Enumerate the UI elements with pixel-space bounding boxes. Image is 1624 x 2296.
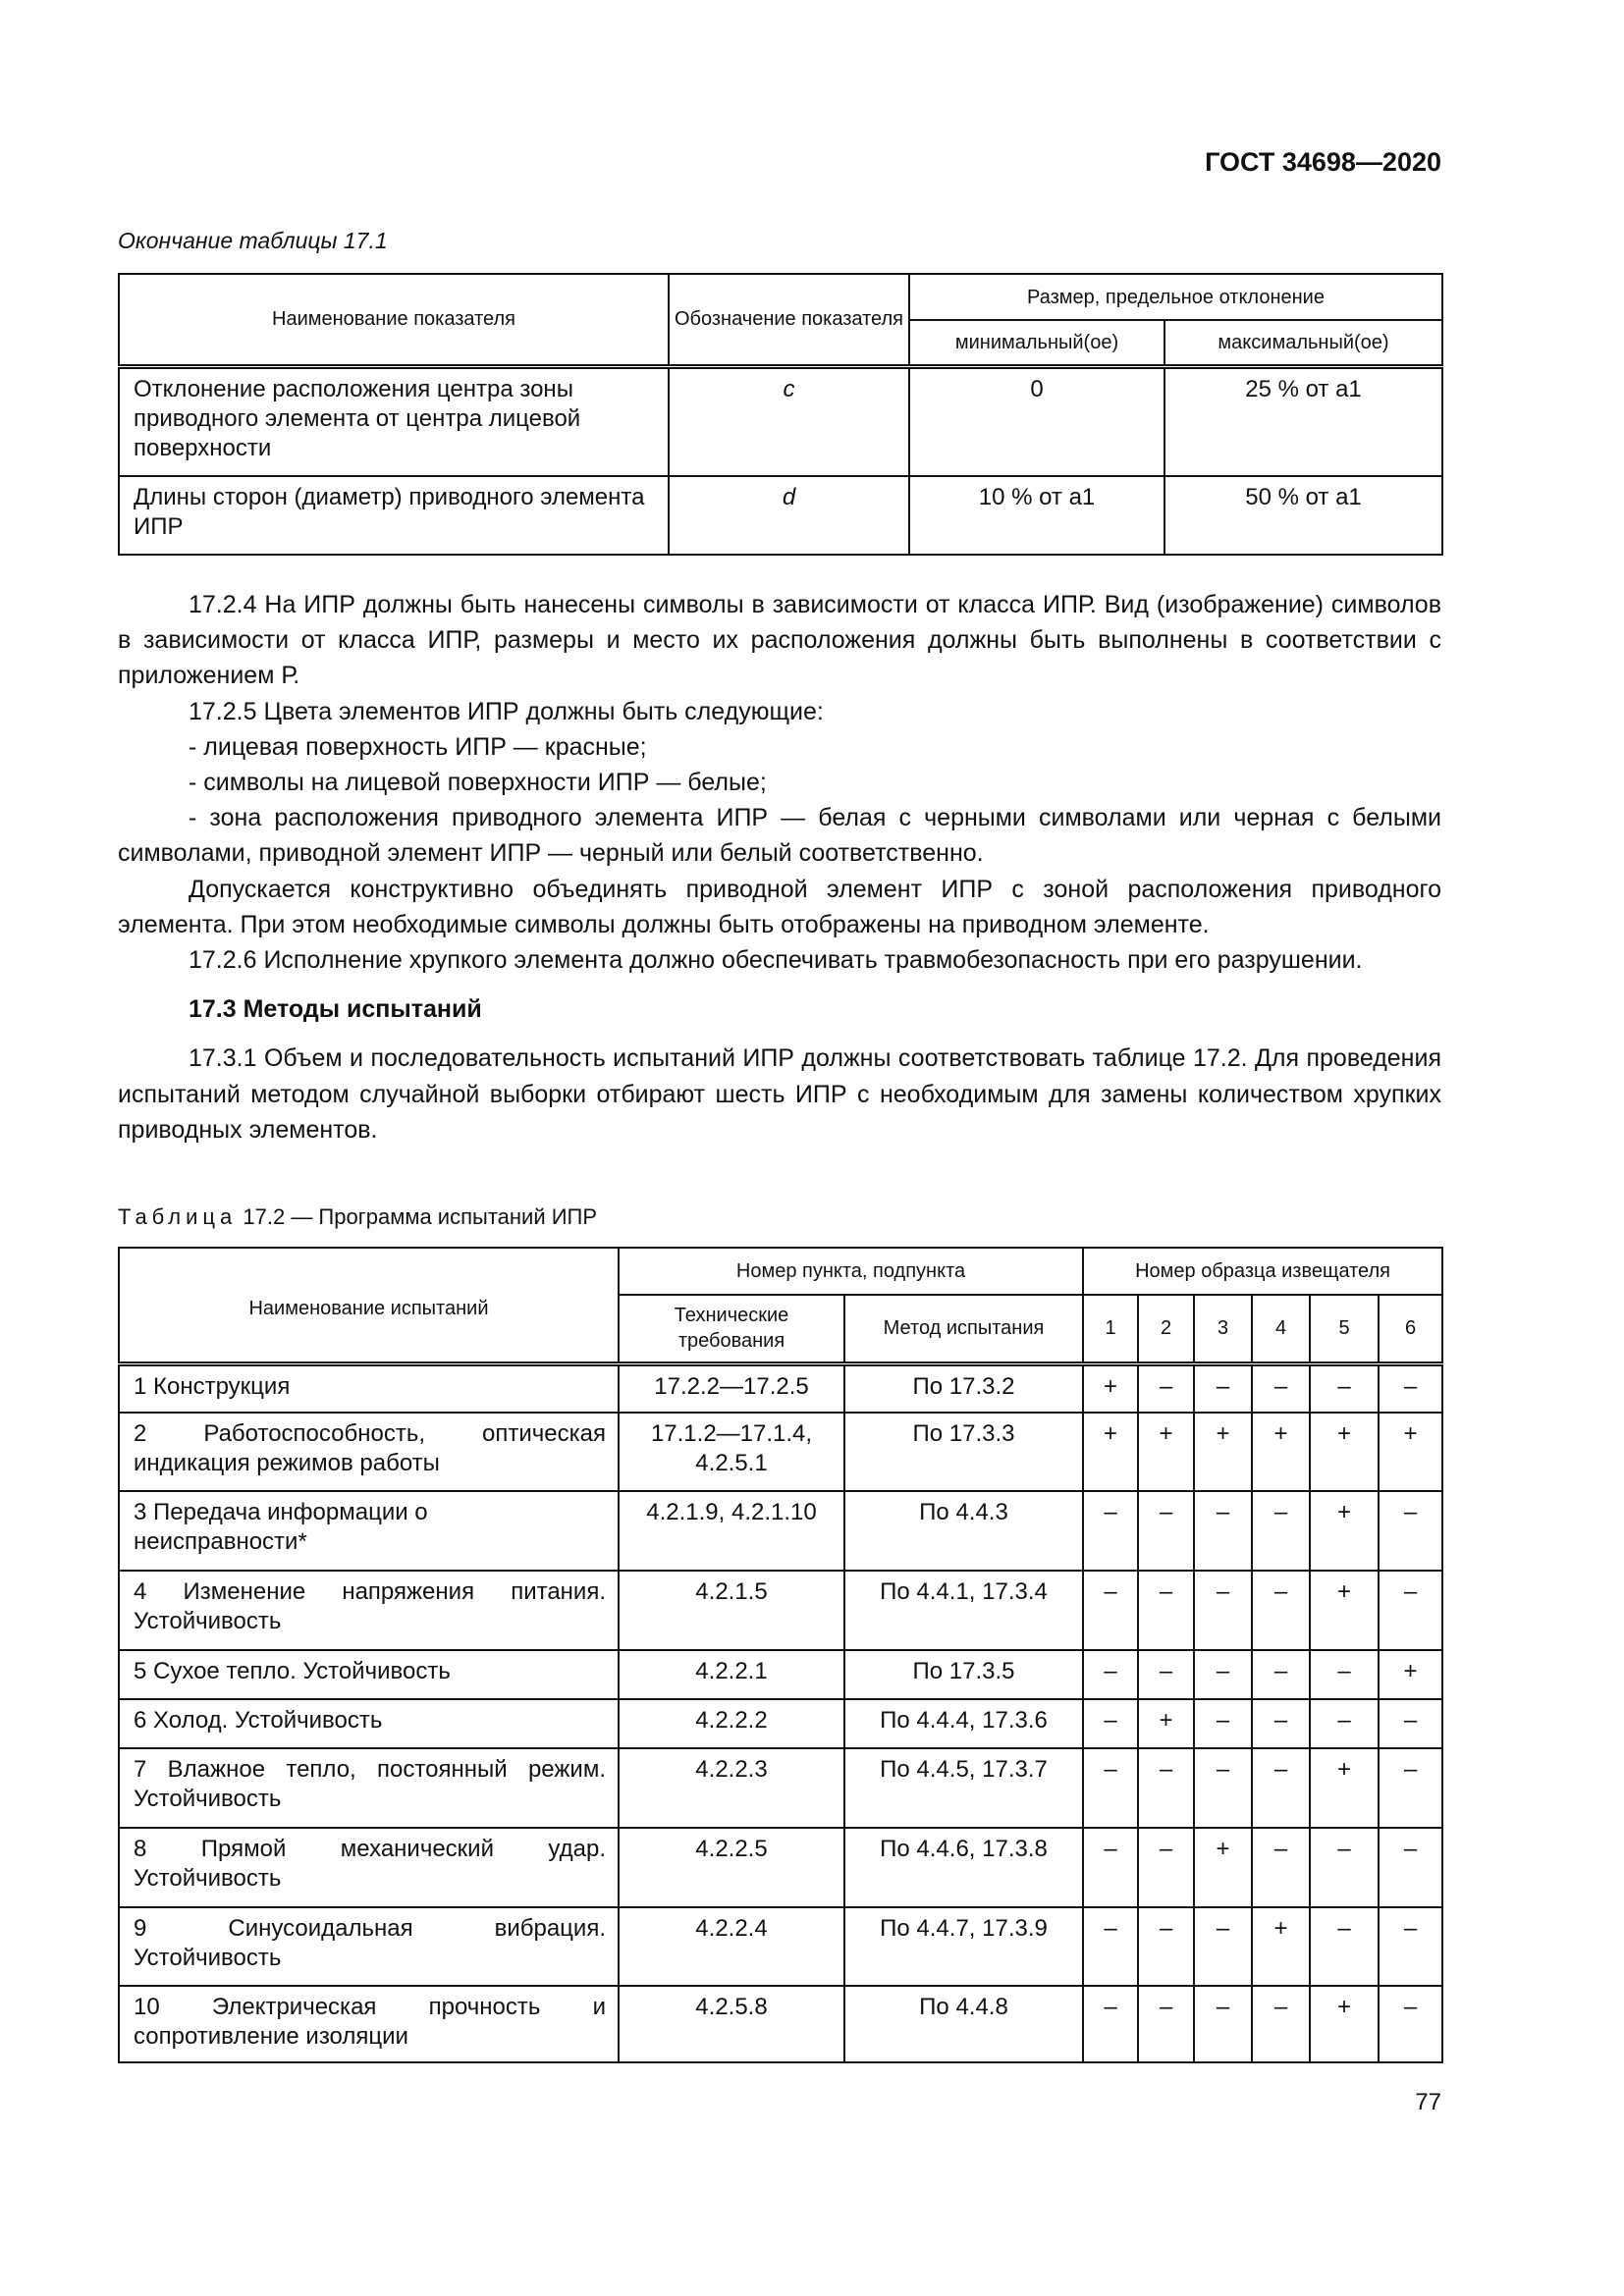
cell-test-name: 10 Электрическая прочность и сопротивление изоляции — [119, 1986, 619, 2062]
cell-method: По 4.4.1, 17.3.4 — [844, 1571, 1083, 1650]
cell-name: Отклонение расположения центра зоны приводного элемента от центра лицевой поверхности — [119, 366, 669, 476]
cell-sample-mark: + — [1083, 1413, 1138, 1491]
cell-method: По 17.3.5 — [844, 1650, 1083, 1699]
cell-sample-mark: – — [1083, 1699, 1138, 1748]
cell-sample-mark: + — [1310, 1748, 1379, 1828]
cell-sample-mark: – — [1138, 1491, 1194, 1571]
cell-sample-mark: + — [1310, 1413, 1379, 1491]
cell-method: По 4.4.8 — [844, 1986, 1083, 2062]
cell-requirements: 17.1.2—17.1.4, 4.2.5.1 — [619, 1413, 844, 1491]
paragraph-17-3-1: 17.3.1 Объем и последовательность испытаний ИПР должны соответствовать таблице 17.2. Для проведения испытаний методом случайной выборки отбирают шесть ИПР с необходимым для замены количеством хрупких приводных элементов. — [118, 1044, 1441, 1144]
cell-test-name: 3 Передача информации о неисправности* — [119, 1491, 619, 1571]
list-item: - зона расположения приводного элемента ИПР — белая с черными символами или черная с белыми символами, приводной элемент ИПР — черный или белый соответственно. — [118, 804, 1441, 868]
cell-sample-mark: – — [1138, 1986, 1194, 2062]
cell-sample-mark: – — [1310, 1828, 1379, 1907]
cell-max: 50 % от a1 — [1164, 476, 1442, 555]
header-sample-1: 1 — [1083, 1295, 1138, 1363]
cell-test-name: 1 Конструкция — [119, 1363, 619, 1413]
header-sample-5: 5 — [1310, 1295, 1379, 1363]
cell-sample-mark: – — [1310, 1363, 1379, 1413]
cell-sample-mark: + — [1379, 1413, 1442, 1491]
cell-requirements: 4.2.2.3 — [619, 1748, 844, 1828]
cell-max: 25 % от a1 — [1164, 366, 1442, 476]
cell-sample-mark: + — [1310, 1491, 1379, 1571]
cell-method: По 4.4.5, 17.3.7 — [844, 1748, 1083, 1828]
cell-test-name: 4 Изменение напряжения питания. Устойчивость — [119, 1571, 619, 1650]
cell-sample-mark: – — [1138, 1907, 1194, 1986]
cell-sample-mark: – — [1379, 1748, 1442, 1828]
cell-sample-mark: – — [1252, 1748, 1310, 1828]
cell-sample-mark: – — [1083, 1986, 1138, 2062]
header-min: минимальный(ое) — [909, 320, 1164, 366]
paragraph-17-2-4: 17.2.4 На ИПР должны быть нанесены символы в зависимости от класса ИПР. Вид (изображение) символов в зависимости от класса ИПР, размеры и место их расположения должны быть выполнены в соответствии с приложением Р. — [118, 591, 1441, 690]
table-row — [119, 1650, 1442, 1699]
cell-designation: c — [669, 366, 909, 476]
header-clause: Номер пункта, подпункта — [619, 1248, 1083, 1295]
table-continuation-caption: Окончание таблицы 17.1 — [118, 228, 388, 253]
header-sample-3: 3 — [1194, 1295, 1252, 1363]
page-number: 77 — [1415, 2089, 1441, 2115]
section-heading: 17.3 Методы испытаний — [189, 995, 482, 1024]
cell-sample-mark: + — [1194, 1413, 1252, 1491]
cell-sample-mark: – — [1194, 1907, 1252, 1986]
cell-sample-mark: + — [1083, 1363, 1138, 1413]
header-size: Размер, предельное отклонение — [909, 274, 1442, 320]
cell-test-name: 5 Сухое тепло. Устойчивость — [119, 1650, 619, 1699]
table-row — [119, 1363, 1442, 1413]
cell-sample-mark: + — [1194, 1828, 1252, 1907]
cell-sample-mark: + — [1310, 1571, 1379, 1650]
cell-sample-mark: + — [1252, 1907, 1310, 1986]
table-row — [119, 1748, 1442, 1828]
cell-method: По 17.3.3 — [844, 1413, 1083, 1491]
cell-sample-mark: – — [1252, 1699, 1310, 1748]
caption-word: Таблица — [118, 1204, 238, 1229]
paragraph: Допускается конструктивно объединять приводной элемент ИПР с зоной расположения приводного элемента. При этом необходимые символы должны быть отображены на приводном элементе. — [118, 875, 1441, 938]
list-item: - лицевая поверхность ИПР — красные; — [189, 732, 647, 761]
table-row — [119, 1986, 1442, 2062]
cell-sample-mark: – — [1310, 1907, 1379, 1986]
cell-sample-mark: – — [1083, 1907, 1138, 1986]
cell-sample-mark: – — [1252, 1363, 1310, 1413]
cell-sample-mark: – — [1138, 1571, 1194, 1650]
cell-name: Длины сторон (диаметр) приводного элемента ИПР — [119, 476, 669, 555]
cell-sample-mark: – — [1252, 1650, 1310, 1699]
cell-method: По 17.3.2 — [844, 1363, 1083, 1413]
cell-method: По 4.4.6, 17.3.8 — [844, 1828, 1083, 1907]
document-code: ГОСТ 34698—2020 — [1205, 147, 1441, 177]
table-row — [119, 1828, 1442, 1907]
cell-sample-mark: – — [1252, 1491, 1310, 1571]
cell-sample-mark: + — [1138, 1413, 1194, 1491]
table-row — [119, 1413, 1442, 1491]
cell-sample-mark: – — [1194, 1650, 1252, 1699]
cell-sample-mark: + — [1310, 1986, 1379, 2062]
header-max: максимальный(ое) — [1164, 320, 1442, 366]
cell-requirements: 4.2.2.5 — [619, 1828, 844, 1907]
cell-requirements: 4.2.1.9, 4.2.1.10 — [619, 1491, 844, 1571]
table-row — [119, 1491, 1442, 1571]
table-row — [119, 366, 1442, 476]
cell-requirements: 4.2.2.1 — [619, 1650, 844, 1699]
cell-test-name: 9 Синусоидальная вибрация. Устойчивость — [119, 1907, 619, 1986]
header-designation: Обозначение показателя — [669, 274, 909, 366]
cell-sample-mark: – — [1379, 1699, 1442, 1748]
header-sample-4: 4 — [1252, 1295, 1310, 1363]
cell-sample-mark: – — [1083, 1491, 1138, 1571]
header-sample-6: 6 — [1379, 1295, 1442, 1363]
body-text — [118, 587, 1441, 1148]
header-sample-2: 2 — [1138, 1295, 1194, 1363]
table-17-1 — [118, 273, 1443, 556]
cell-sample-mark: – — [1194, 1699, 1252, 1748]
cell-sample-mark: + — [1252, 1413, 1310, 1491]
cell-sample-mark: – — [1138, 1748, 1194, 1828]
cell-requirements: 4.2.2.4 — [619, 1907, 844, 1986]
caption-title: 17.2 — Программа испытаний ИПР — [243, 1204, 598, 1229]
header-method: Метод испытания — [844, 1295, 1083, 1363]
cell-sample-mark: – — [1194, 1571, 1252, 1650]
cell-sample-mark: – — [1379, 1986, 1442, 2062]
cell-test-name: 8 Прямой механический удар. Устойчивость — [119, 1828, 619, 1907]
cell-method: По 4.4.4, 17.3.6 — [844, 1699, 1083, 1748]
cell-sample-mark: – — [1194, 1363, 1252, 1413]
cell-sample-mark: – — [1379, 1571, 1442, 1650]
cell-requirements: 4.2.1.5 — [619, 1571, 844, 1650]
cell-sample-mark: – — [1379, 1828, 1442, 1907]
cell-sample-mark: – — [1252, 1986, 1310, 2062]
cell-sample-mark: + — [1379, 1650, 1442, 1699]
table-row — [119, 476, 1442, 555]
header-name: Наименование испытаний — [119, 1248, 619, 1363]
paragraph-17-2-5: 17.2.5 Цвета элементов ИПР должны быть следующие: — [189, 697, 824, 725]
table-17-2 — [118, 1247, 1443, 2063]
cell-sample-mark: – — [1252, 1571, 1310, 1650]
cell-sample-mark: – — [1194, 1491, 1252, 1571]
cell-test-name: 7 Влажное тепло, постоянный режим. Устойчивость — [119, 1748, 619, 1828]
cell-sample-mark: – — [1083, 1571, 1138, 1650]
paragraph-17-2-6: 17.2.6 Исполнение хрупкого элемента должно обеспечивать травмобезопасность при его разрушении. — [189, 946, 1363, 975]
cell-test-name: 2 Работоспособность, оптическая индикация режимов работы — [119, 1413, 619, 1491]
table-row — [119, 1699, 1442, 1748]
cell-sample-mark: – — [1083, 1748, 1138, 1828]
cell-method: По 4.4.3 — [844, 1491, 1083, 1571]
table-row — [119, 1571, 1442, 1650]
header-requirements: Технические требования — [619, 1295, 844, 1363]
cell-sample-mark: – — [1379, 1363, 1442, 1413]
cell-sample-mark: – — [1083, 1828, 1138, 1907]
cell-sample-mark: – — [1310, 1699, 1379, 1748]
cell-sample-mark: – — [1138, 1828, 1194, 1907]
cell-sample-mark: – — [1252, 1828, 1310, 1907]
table-17-2-caption — [118, 1204, 597, 1230]
cell-test-name: 6 Холод. Устойчивость — [119, 1699, 619, 1748]
cell-sample-mark: – — [1194, 1986, 1252, 2062]
cell-sample-mark: – — [1379, 1491, 1442, 1571]
cell-requirements: 17.2.2—17.2.5 — [619, 1363, 844, 1413]
cell-min: 0 — [909, 366, 1164, 476]
cell-requirements: 4.2.5.8 — [619, 1986, 844, 2062]
cell-sample-mark: – — [1379, 1907, 1442, 1986]
cell-sample-mark: + — [1138, 1699, 1194, 1748]
header-name: Наименование показателя — [119, 274, 669, 366]
cell-designation: d — [669, 476, 909, 555]
cell-sample-mark: – — [1083, 1650, 1138, 1699]
cell-sample-mark: – — [1138, 1363, 1194, 1413]
header-sample: Номер образца извещателя — [1083, 1248, 1442, 1295]
cell-method: По 4.4.7, 17.3.9 — [844, 1907, 1083, 1986]
cell-sample-mark: – — [1194, 1748, 1252, 1828]
cell-requirements: 4.2.2.2 — [619, 1699, 844, 1748]
cell-sample-mark: – — [1310, 1650, 1379, 1699]
table-row — [119, 1907, 1442, 1986]
list-item: - символы на лицевой поверхности ИПР — белые; — [189, 769, 767, 797]
cell-sample-mark: – — [1138, 1650, 1194, 1699]
cell-min: 10 % от a1 — [909, 476, 1164, 555]
